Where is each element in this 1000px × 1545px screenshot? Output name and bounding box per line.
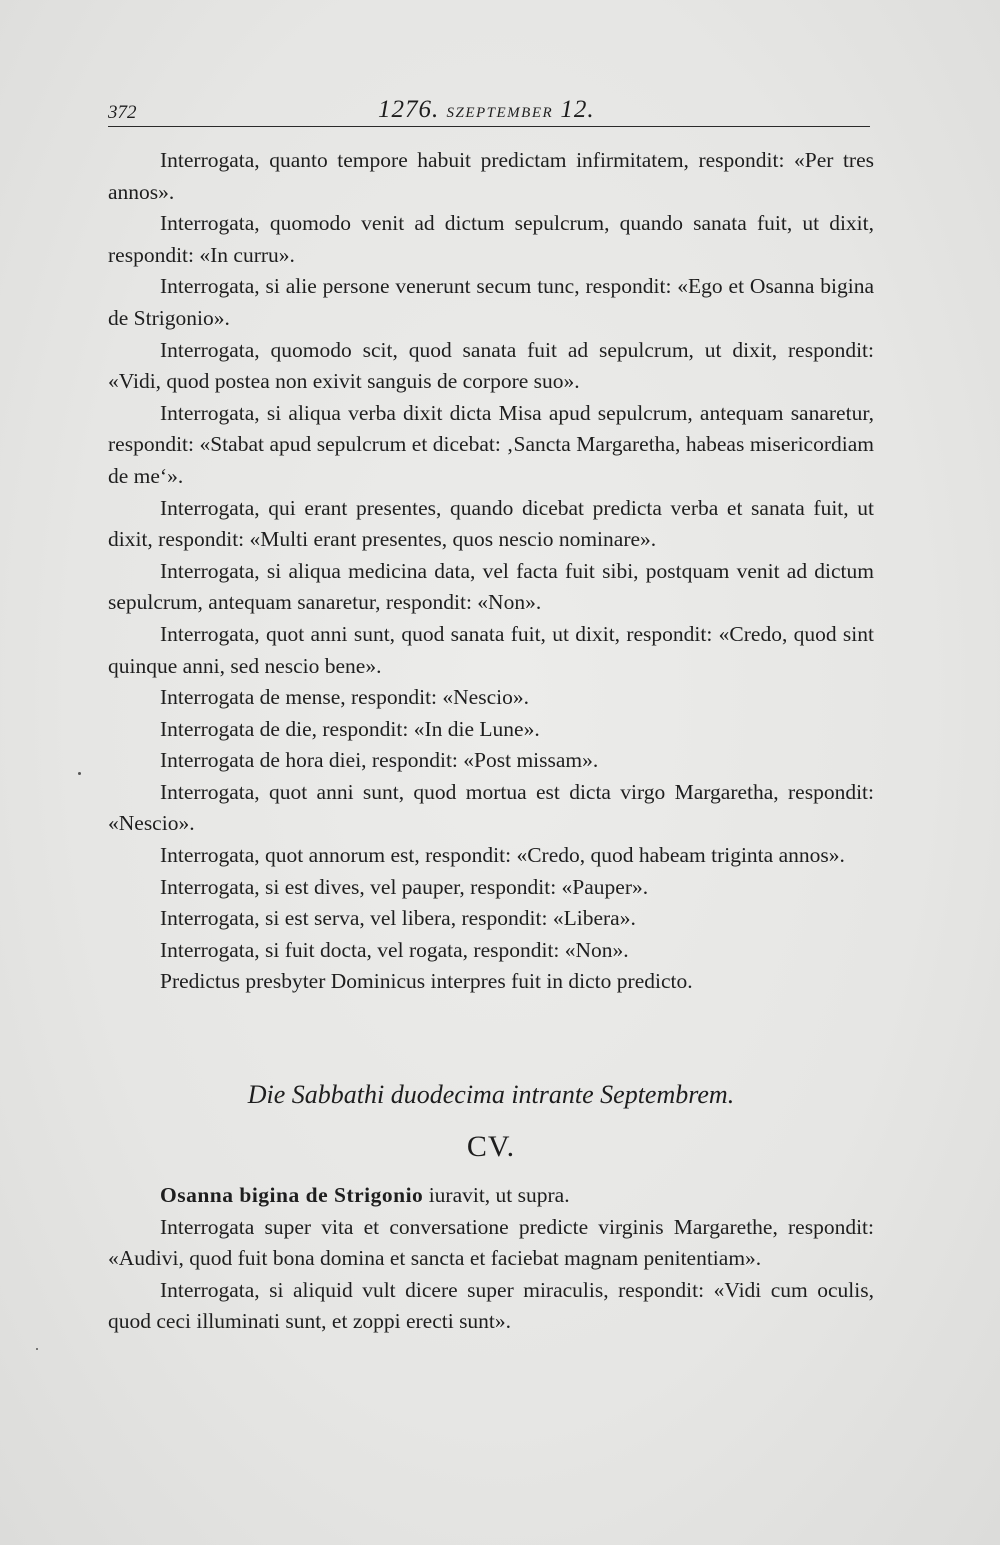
testimony-paragraph: Interrogata, quomodo venit ad dictum sepulcrum, quando sanata fuit, ut dixit, respondit: «In curru». bbox=[108, 211, 874, 267]
testimony-paragraph: Interrogata, si alie persone venerunt secum tunc, respondit: «Ego et Osanna bigina de Strigonio». bbox=[108, 274, 874, 330]
testimony-body bbox=[108, 145, 874, 998]
testimony-paragraph: Interrogata, quomodo scit, quod sanata fuit ad sepulcrum, ut dixit, respondit: «Vidi, quod postea non exivit sanguis de corpore suo». bbox=[108, 337, 874, 394]
running-head-day: 12. bbox=[560, 96, 595, 123]
running-head-year: 1276. bbox=[378, 96, 440, 123]
testimony-paragraph: Interrogata, quot anni sunt, quod mortua est dicta virgo Margaretha, respondit: «Nescio». bbox=[108, 779, 874, 836]
witness-intro bbox=[108, 1180, 874, 1212]
paper-speck bbox=[78, 772, 81, 775]
testimony-paragraph: Interrogata, qui erant presentes, quando dicebat predicta verba et sanata fuit, ut dixit, respondit: «Multi erant presentes, quos nescio nominare». bbox=[108, 495, 874, 552]
witness-name: Osanna bigina de Strigonio bbox=[160, 1183, 424, 1207]
testimony-paragraph: Interrogata, quot annorum est, respondit: «Credo, quod habeam triginta annos». bbox=[160, 843, 845, 868]
testimony-paragraph: Interrogata, si est dives, vel pauper, respondit: «Pauper». bbox=[160, 874, 649, 899]
testimony-paragraph: Interrogata, quanto tempore habuit predictam infirmitatem, respondit: «Per tres annos». bbox=[108, 148, 874, 204]
section-date-heading: Die Sabbathi duodecima intrante Septembrem. bbox=[247, 1080, 735, 1109]
section-number: CV. bbox=[466, 1130, 516, 1163]
page-number: 372 bbox=[108, 102, 137, 123]
testimony-paragraph: Interrogata, si fuit docta, vel rogata, respondit: «Non». bbox=[160, 937, 629, 962]
testimony-paragraph: Interrogata de die, respondit: «In die Lune». bbox=[160, 716, 540, 741]
paper-speck bbox=[36, 1348, 38, 1350]
testimony-paragraph: Predictus presbyter Dominicus interpres fuit in dicto predicto. bbox=[160, 969, 693, 994]
running-head bbox=[378, 96, 595, 124]
page-header bbox=[108, 92, 870, 127]
section-body bbox=[108, 1180, 874, 1338]
testimony-paragraph: Interrogata, si aliqua medicina data, vel facta fuit sibi, postquam venit ad dictum sepulcrum, antequam sanaretur, respondit: «Non». bbox=[108, 558, 874, 615]
testimony-paragraph: Interrogata, si est serva, vel libera, respondit: «Libera». bbox=[160, 906, 636, 931]
testimony-paragraph: Interrogata de hora diei, respondit: «Post missam». bbox=[160, 748, 599, 773]
testimony-paragraph: Interrogata, si aliquid vult dicere super miraculis, respondit: «Vidi cum oculis, quod ceci illuminati sunt, et zoppi erecti sunt». bbox=[108, 1277, 874, 1334]
testimony-paragraph: Interrogata de mense, respondit: «Nescio». bbox=[160, 685, 529, 710]
running-head-month: SZEPTEMBER bbox=[446, 105, 554, 121]
testimony-paragraph: Interrogata, quot anni sunt, quod sanata fuit, ut dixit, respondit: «Credo, quod sint quinque anni, sed nescio bene». bbox=[108, 621, 874, 678]
witness-intro-rest: iuravit, ut supra. bbox=[423, 1183, 570, 1207]
testimony-paragraph: Interrogata, si aliqua verba dixit dicta Misa apud sepulcrum, antequam sanaretur, respondit: «Stabat apud sepulcrum et dicebat: ‚Sancta Margaretha, habeas misericordiam de me‘». bbox=[108, 400, 874, 488]
testimony-paragraph: Interrogata super vita et conversatione predicte virginis Margarethe, respondit: «Audivi, quod fuit bona domina et sancta et faciebat magnam penitentiam». bbox=[108, 1214, 874, 1271]
